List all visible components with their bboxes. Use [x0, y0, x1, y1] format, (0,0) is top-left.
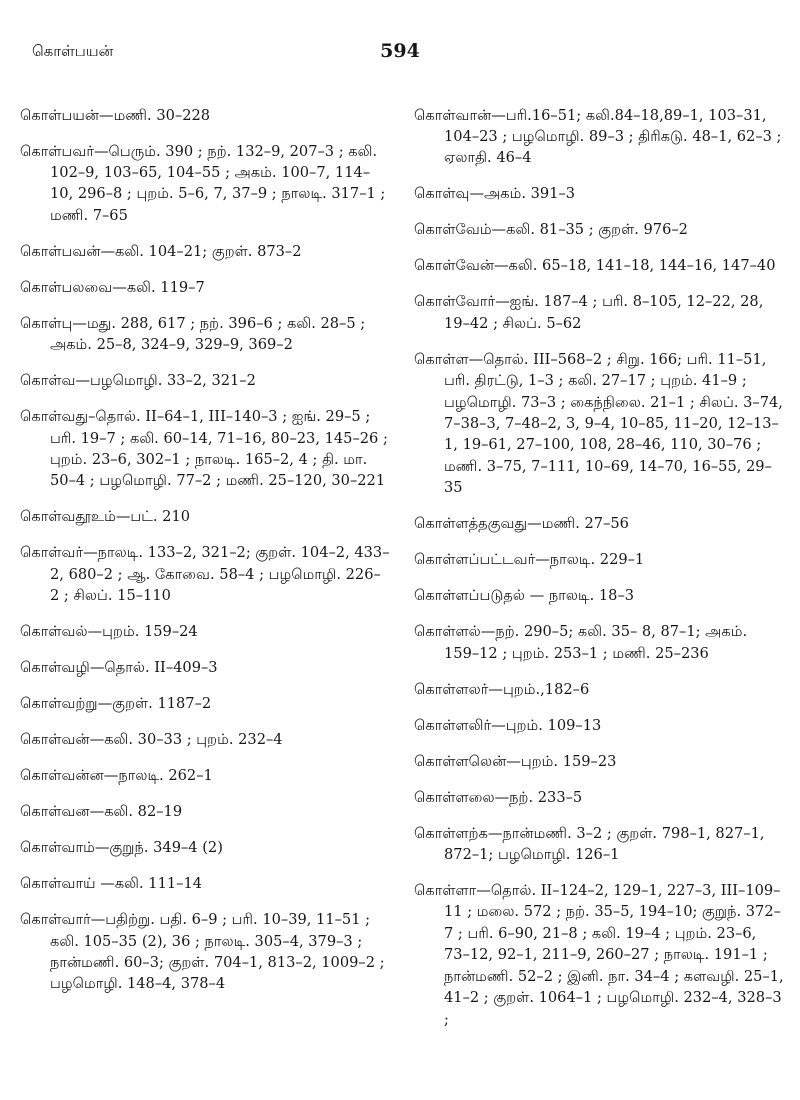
index-entry: கொள்பலவை—கலி. 119–7	[20, 278, 205, 296]
running-head: கொள்பயன்	[32, 42, 114, 60]
index-entry: கொள்பவன்—கலி. 104–21; குறள். 873–2	[20, 242, 302, 260]
page-number: 594	[380, 40, 420, 62]
index-entry: கொள்ளலிர்—புறம். 109–13	[414, 716, 602, 734]
index-entry: கொள்ள—தொல். III–568–2 ; சிறு. 166; பரி. 11–51, பரி. திரட்டு, 1–3 ; கலி. 27–17 ; புறம். 41–9 ; பழமொழி. 73–3 ; கைந்நிலை. 21–1 ; சிலப். 3–74, 7–38–3, 7–48–2, 3, 9–4, 10–85, 11–20, 12–13–1, 19–61, 27–100, 108, 28–46, 110, 30–76 ; மணி. 3–75, 7–111, 10–69, 14–70, 16–55, 29–35	[414, 350, 783, 497]
index-entry: கொள்வாய் —கலி. 111–14	[20, 875, 203, 893]
index-entry: கொள்வல்—புறம். 159–24	[20, 623, 198, 641]
index-entry: கொள்வ—பழமொழி. 33–2, 321–2	[20, 372, 256, 390]
index-entry: கொள்வதூஉம்—பட். 210	[20, 508, 191, 526]
index-entry: கொள்ளப்பட்டவர்—நாலடி. 229–1	[414, 551, 645, 569]
index-entry: கொள்வழி—தொல். II–409–3	[20, 659, 218, 677]
index-entry: கொள்ளப்படுதல் — நாலடி. 18–3	[414, 587, 635, 605]
index-entry: கொள்வன்—கலி. 30–33 ; புறம். 232–4	[20, 731, 283, 749]
index-entry: கொள்பவர்—பெரும். 390 ; நற். 132–9, 207–3 ; கலி. 102–9, 103–65, 104–55 ; அகம். 100–7, 114–10, 296–8 ; புறம். 5–6, 7, 37–9 ; நாலடி. 317–1 ; மணி. 7–65	[20, 142, 386, 224]
index-entry: கொள்ளல்—நற். 290–5; கலி. 35– 8, 87–1; அகம். 159–12 ; புறம். 253–1 ; மணி. 25–236	[414, 623, 748, 662]
index-entry: கொள்ளற்க—நான்மணி. 3–2 ; குறள். 798–1, 827–1, 872–1; பழமொழி. 126–1	[414, 824, 765, 864]
index-entry: கொள்பு—மது. 288, 617 ; நற். 396–6 ; கலி. 28–5 ; அகம். 25–8, 324–9, 329–9, 369–2	[20, 314, 366, 354]
index-entry: கொள்வாம்—குறுந். 349–4 (2)	[20, 839, 223, 857]
index-entry: கொள்வேன்—கலி. 65–18, 141–18, 144–16, 147–40	[414, 257, 776, 275]
index-entry: கொள்ளா—தொல். II–124–2, 129–1, 227–3, III–109–11 ; மலை. 572 ; நற். 35–5, 194–10; குறுந். 372–7 ; பரி. 6–90, 21–8 ; கலி. 19–4 ; புறம். 23–6, 73–12, 92–1, 211–9, 260–27 ; நாலடி. 191–1 ; நான்மணி. 52–2 ; இனி. நா. 34–4 ; களவழி. 25–1, 41–2 ; குறள். 1064–1 ; பழமொழி. 232–4, 328–3 ;	[414, 882, 784, 1028]
index-entry: கொள்வன்ன—நாலடி. 262–1	[20, 767, 213, 785]
index-entry: கொள்வார்—பதிற்று. பதி. 6–9 ; பரி. 10–39, 11–51 ; கலி. 105–35 (2), 36 ; நாலடி. 305–4, 379–3 ; நான்மணி. 60–3; குறள். 704–1, 813–2, 1009–2 ; பழமொழி. 148–4, 378–4	[20, 911, 385, 993]
index-entry: கொள்ளலை—நற். 233–5	[414, 788, 583, 806]
index-entry: கொள்வர்—நாலடி. 133–2, 321–2; குறள். 104–2, 433–2, 680–2 ; ஆ. கோவை. 58–4 ; பழமொழி. 226–2 ; சிலப். 15–110	[20, 544, 390, 605]
index-entry: கொள்ளலென்—புறம். 159–23	[414, 752, 617, 770]
left-column	[20, 90, 390, 1004]
right-column	[414, 90, 784, 1039]
index-entry: கொள்வன—கலி. 82–19	[20, 803, 183, 821]
index-entry: கொள்வேம்—கலி. 81–35 ; குறள். 976–2	[414, 221, 688, 239]
index-entry: கொள்ளத்தகுவது—மணி. 27–56	[414, 515, 629, 533]
index-entry: கொள்வற்று—குறள். 1187–2	[20, 695, 212, 713]
index-entry: கொள்வு—அகம். 391–3	[414, 185, 576, 203]
index-entry: கொள்வான்—பரி.16–51; கலி.84–18,89–1, 103–31, 104–23 ; பழமொழி. 89–3 ; திரிகடு. 48–1, 62–3 ; ஏலாதி. 46–4	[414, 106, 782, 167]
index-entry: கொள்வது–தொல். II–64–1, III–140–3 ; ஐங். 29–5 ; பரி. 19–7 ; கலி. 60–14, 71–16, 80–23, 145–26 ; புறம். 23–6, 302–1 ; நாலடி. 165–2, 4 ; தி. மா. 50–4 ; பழமொழி. 77–2 ; மணி. 25–120, 30–221	[20, 408, 388, 490]
index-entry: கொள்பயன்—மணி. 30–228	[20, 106, 211, 124]
index-entry: கொள்வோர்—ஐங். 187–4 ; பரி. 8–105, 12–22, 28, 19–42 ; சிலப். 5–62	[414, 293, 764, 332]
page-header	[32, 40, 768, 70]
index-entry: கொள்ளலர்—புறம்.,182–6	[414, 680, 590, 698]
